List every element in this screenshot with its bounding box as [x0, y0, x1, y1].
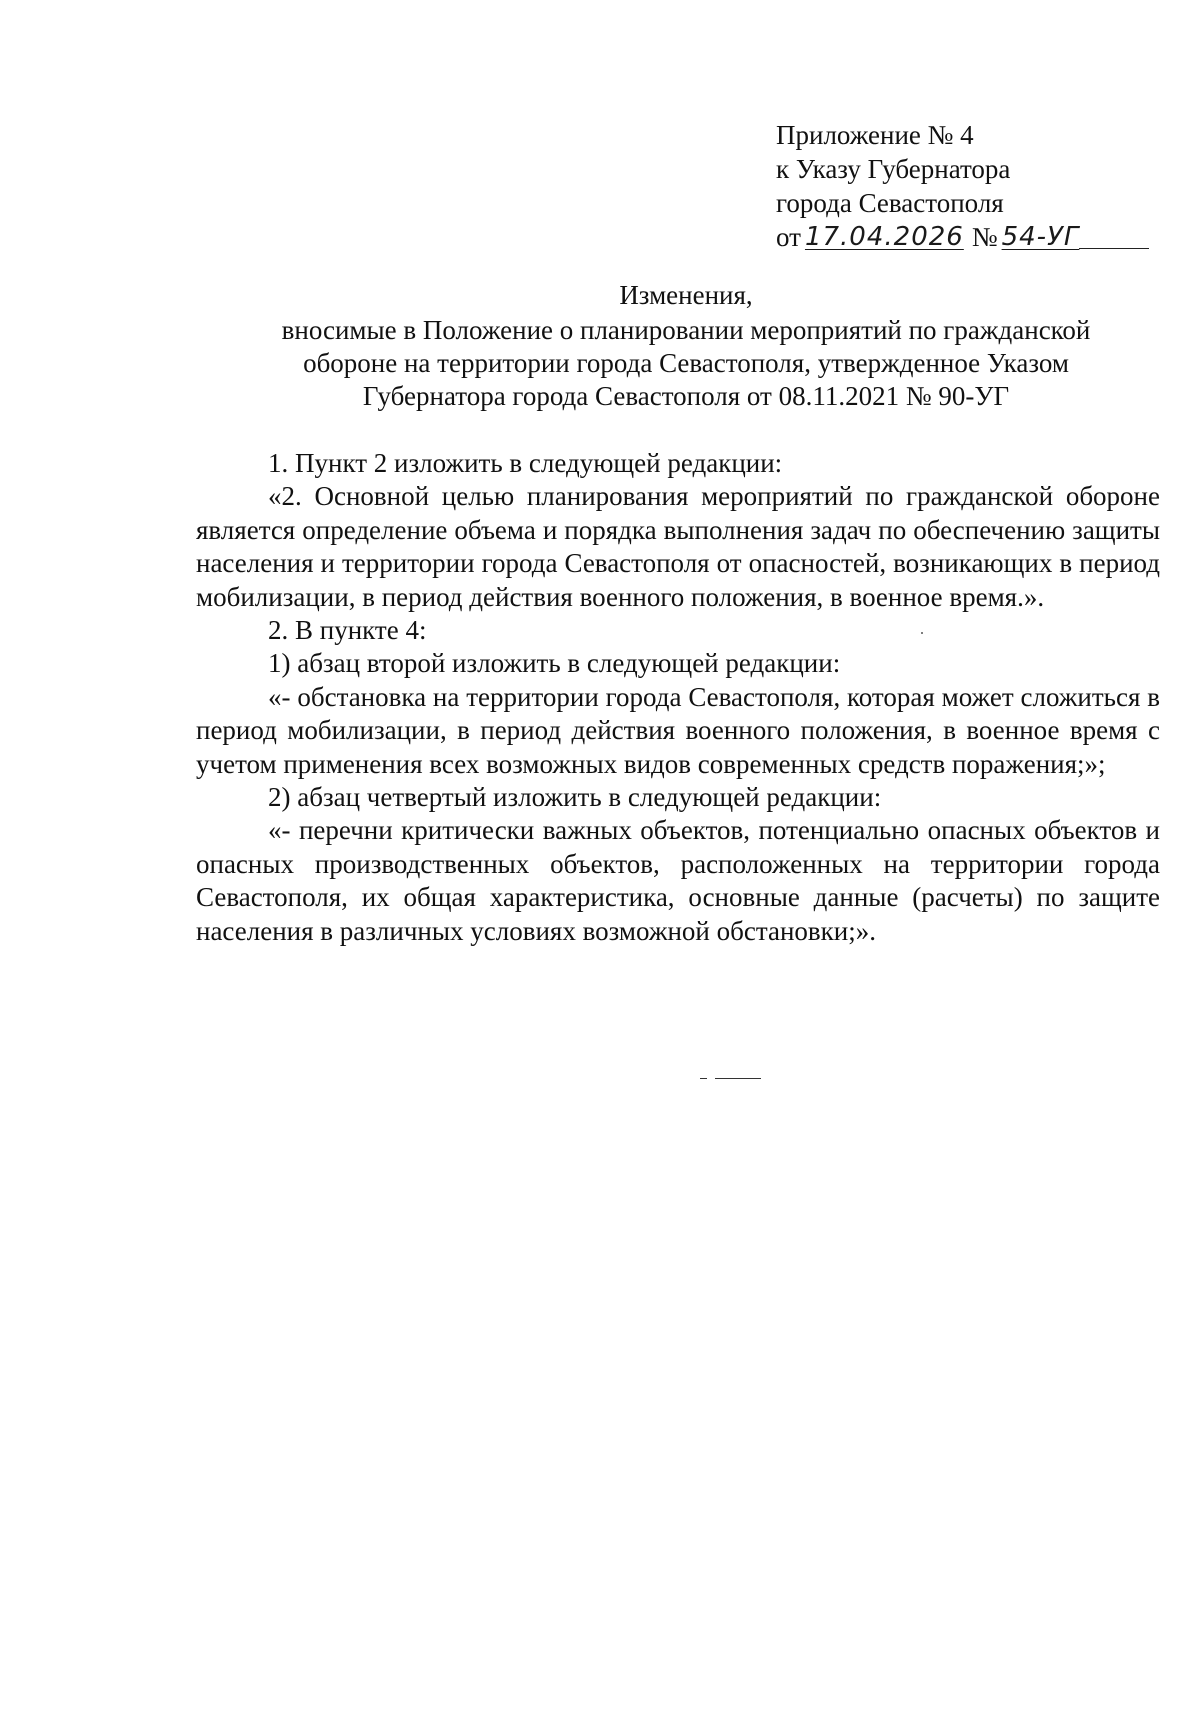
annex-decree-ref: к Указу Губернатора [776, 154, 1011, 184]
handwritten-date: 17.04.2026 [804, 222, 964, 252]
handwritten-number: 54-УГ [1001, 222, 1080, 252]
paragraph-3: 2. В пункте 4: [268, 615, 427, 646]
document-body [196, 447, 1160, 948]
paragraph-4: 1) абзац второй изложить в следующей редакции: [268, 648, 841, 679]
paragraph-6: 2) абзац четвертый изложить в следующей редакции: [268, 782, 882, 813]
paragraph-7: «- перечни критически важных объектов, потенциально опасных объектов и опасных производственных объектов, расположенных на территории города Севастополя, их общая характеристика, основные данные (расчеты) по защите населения в различных условиях возможной обстановки;». [196, 815, 1160, 946]
paragraph-2: «2. Основной целью планирования мероприятий по гражданской обороне является определение объема и порядка выполнения задач по обеспечению защиты населения и территории города Севастополя от опасностей, возникающих в период мобилизации, в период действия военного положения, в военное время.». [196, 481, 1160, 612]
paragraph-5: «- обстановка на территории города Севастополя, которая может сложиться в период мобилизации, в период действия военного положения, в военное время с учетом применения всех возможных видов современных средств поражения;»; [196, 681, 1160, 779]
title-heading: Изменения, [619, 280, 753, 310]
annex-date-number-line [776, 220, 1149, 254]
annex-header [776, 118, 1149, 254]
title-line-2: обороне на территории города Севастополя, утвержденное Указом [303, 348, 1069, 378]
document-title [196, 279, 1176, 413]
number-prefix: № [971, 222, 998, 252]
date-prefix: от [776, 222, 801, 252]
annex-city: города Севастополя [776, 188, 1004, 218]
end-mark-short [700, 1078, 707, 1079]
end-mark-long [715, 1078, 761, 1079]
scan-speck [921, 632, 923, 634]
signature-underline [1079, 248, 1149, 249]
paragraph-1: 1. Пункт 2 изложить в следующей редакции: [268, 448, 783, 478]
annex-number: Приложение № 4 [776, 120, 974, 150]
title-line-3: Губернатора города Севастополя от 08.11.2021 № 90-УГ [362, 381, 1010, 411]
title-line-1: вносимые в Положение о планировании мероприятий по гражданской [281, 315, 1091, 345]
end-of-document-mark [700, 1078, 761, 1079]
